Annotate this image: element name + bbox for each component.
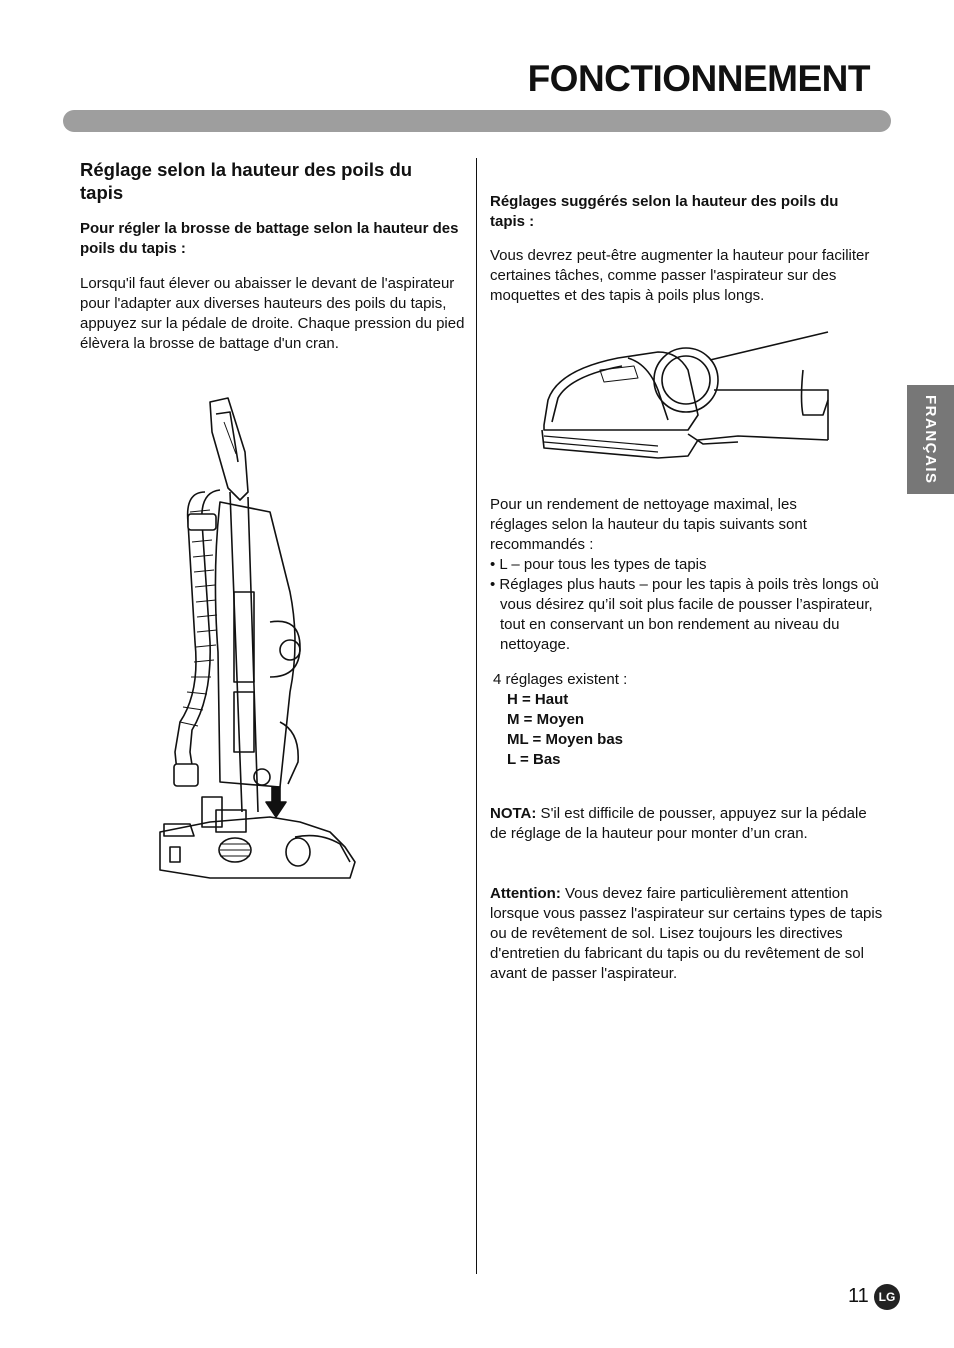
page-number: 11 [848,1285,869,1307]
nozzle-height-illustration [538,330,834,466]
left-subheading-block [80,219,470,259]
language-tab [907,385,954,494]
header-bar [63,110,891,132]
levels-intro: 4 réglages existent : [493,671,628,688]
left-subheading: Pour régler la brosse de battage selon la hauteur des poils du tapis : [80,220,459,257]
attention-paragraph [490,884,892,984]
list-item: • L – pour tous les types de tapis [490,556,707,573]
level-item: M = Moyen [507,711,585,728]
page-title: FONCTIONNEMENT [527,58,870,99]
nota-block [490,804,870,844]
right-intro-block [490,246,885,306]
levels-block [493,670,898,770]
nota-paragraph [490,804,870,844]
left-body: Lorsqu'il faut élever ou abaisser le devant de l'aspirateur pour l'adapter aux diverses hauteurs des poils du tapis, appuyez sur la pédale de droite. Chaque pression du pied élèvera la brosse de battage d'un cran. [80,275,465,352]
attention-label: Attention: [490,885,561,902]
list-item: • Réglages plus hauts – pour les tapis à poils très longs où vous désirez qu’il soit plus facile de pousser l’aspirateur, tout en conservant un bon rendement au niveau du nettoyage. [490,576,879,653]
level-item: L = Bas [507,751,561,768]
right-intro: Vous devrez peut-être augmenter la hauteur pour faciliter certaines tâches, comme passer l'aspirateur sur des moquettes et des tapis à poils plus longs. [490,247,870,304]
column-divider [476,158,477,1274]
language-tab-label: FRANÇAIS [922,394,939,485]
right-recommend: Pour un rendement de nettoyage maximal, les réglages selon la hauteur du tapis suivants sont recommandés : [490,496,807,553]
section-heading: Réglage selon la hauteur des poils du tapis [80,159,413,203]
right-subheading-block [490,192,865,232]
vacuum-upright-illustration [150,392,360,884]
right-recommend-block [490,495,895,655]
levels-list [493,690,898,770]
level-item: ML = Moyen bas [507,731,624,748]
recommend-list [490,555,895,655]
left-column [80,158,425,204]
level-item: H = Haut [507,691,569,708]
attention-block [490,884,892,984]
attention-text: Vous devez faire particulièrement attention lorsque vous passez l'aspirateur sur certains types de tapis ou de revêtement de sol. Lisez toujours les directives d'entretien du fabricant du tapis ou du revêtement de sol avant de passer l'aspirateur. [490,885,883,982]
left-body-block [80,274,470,354]
nota-label: NOTA: [490,805,537,822]
right-subheading: Réglages suggérés selon la hauteur des poils du tapis : [490,193,839,230]
lg-logo: LG [874,1284,900,1310]
nota-text: S'il est difficile de pousser, appuyez sur la pédale de réglage de la hauteur pour monter d’un cran. [490,805,867,842]
